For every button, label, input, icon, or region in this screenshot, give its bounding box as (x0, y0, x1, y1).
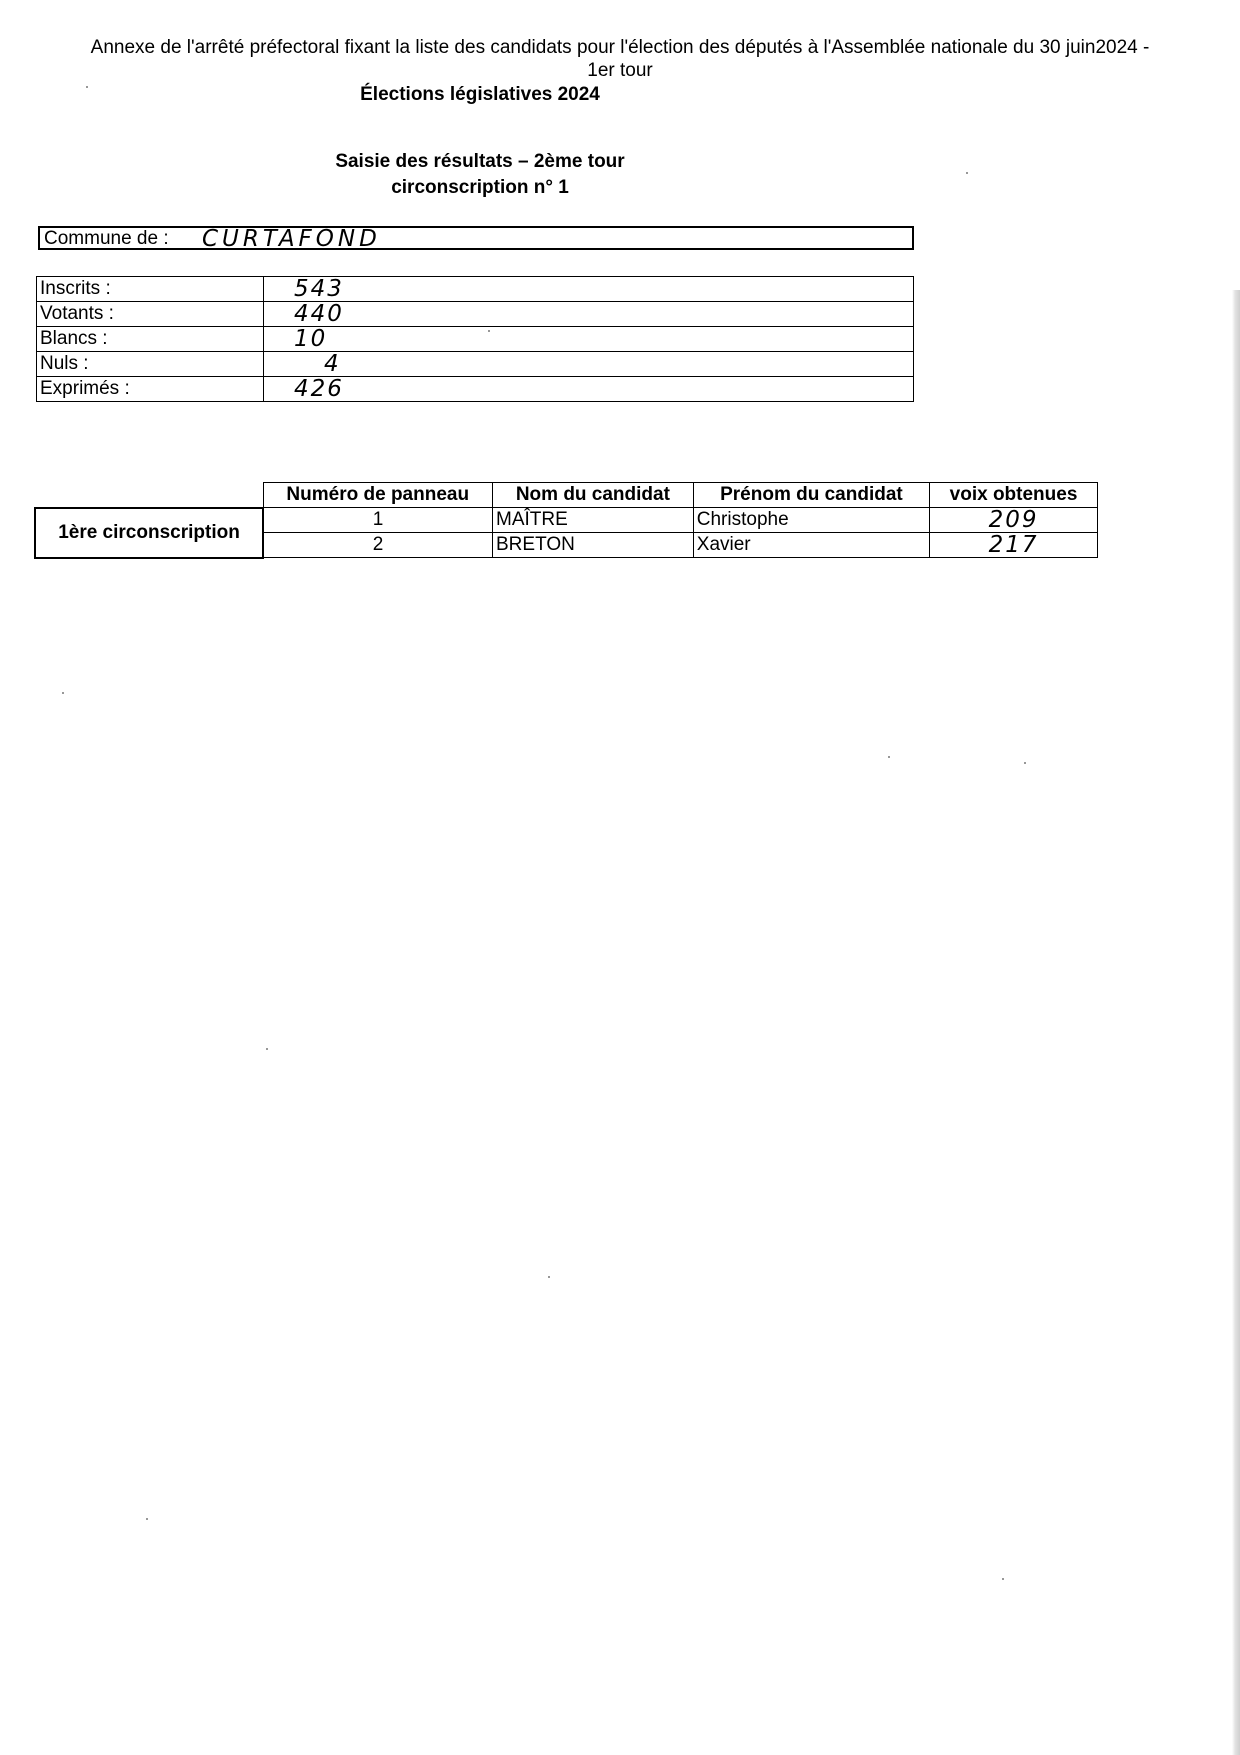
stats-row-nuls (37, 352, 914, 377)
scan-speck (266, 1048, 268, 1050)
table-row (35, 508, 1098, 533)
stats-label: Blancs : (37, 327, 264, 352)
stats-value: 543 (264, 277, 914, 302)
candidate-voix: 209 (930, 508, 1098, 533)
stats-label: Votants : (37, 302, 264, 327)
scan-speck (146, 1518, 148, 1520)
circonscription-label: 1ère circonscription (35, 508, 263, 558)
document-title: Élections législatives 2024 (360, 84, 600, 105)
candidate-voix: 217 (930, 533, 1098, 558)
header-prenom: Prénom du candidat (693, 483, 929, 508)
results-table (34, 482, 1098, 559)
stats-label: Nuls : (37, 352, 264, 377)
results-header-row (35, 483, 1098, 508)
commune-box (38, 226, 914, 250)
candidate-nom: BRETON (493, 533, 694, 558)
blank-cell (35, 483, 263, 508)
scan-speck (86, 86, 88, 88)
scan-speck (488, 330, 490, 332)
candidate-numero: 1 (263, 508, 493, 533)
annexe-line-2: 1er tour (587, 60, 653, 81)
scan-speck (62, 692, 64, 694)
subtitle-line-1: Saisie des résultats – 2ème tour (335, 151, 625, 172)
scan-speck (1002, 1578, 1004, 1580)
document-subtitle (300, 149, 660, 201)
vote-stats-table (36, 276, 914, 402)
stats-label: Inscrits : (37, 277, 264, 302)
candidate-prenom: Xavier (693, 533, 929, 558)
scan-speck (966, 172, 968, 174)
stats-row-inscrits (37, 277, 914, 302)
stats-row-exprimes (37, 377, 914, 402)
stats-value: 440 (264, 302, 914, 327)
annexe-line-1: Annexe de l'arrêté préfectoral fixant la liste des candidats pour l'élection des députés à l'Assemblée nationale du 30 juin2024 - (90, 37, 1150, 58)
candidate-numero: 2 (263, 533, 493, 558)
scan-speck (888, 756, 890, 758)
stats-value: 4 (264, 352, 914, 377)
commune-label: Commune de : (44, 228, 169, 249)
candidate-nom: MAÎTRE (493, 508, 694, 533)
candidate-prenom: Christophe (693, 508, 929, 533)
stats-row-blancs (37, 327, 914, 352)
header-voix: voix obtenues (930, 483, 1098, 508)
scan-speck (548, 1276, 550, 1278)
stats-value: 426 (264, 377, 914, 402)
stats-row-votants (37, 302, 914, 327)
stats-label: Exprimés : (37, 377, 264, 402)
scan-edge-shadow (1232, 290, 1240, 1755)
header-numero: Numéro de panneau (263, 483, 493, 508)
subtitle-line-2: circonscription n° 1 (391, 177, 569, 198)
annexe-header (40, 36, 1200, 82)
scan-speck (1024, 762, 1026, 764)
stats-value: 10 (264, 327, 914, 352)
commune-value: CURTAFOND (202, 226, 381, 252)
header-nom: Nom du candidat (493, 483, 694, 508)
